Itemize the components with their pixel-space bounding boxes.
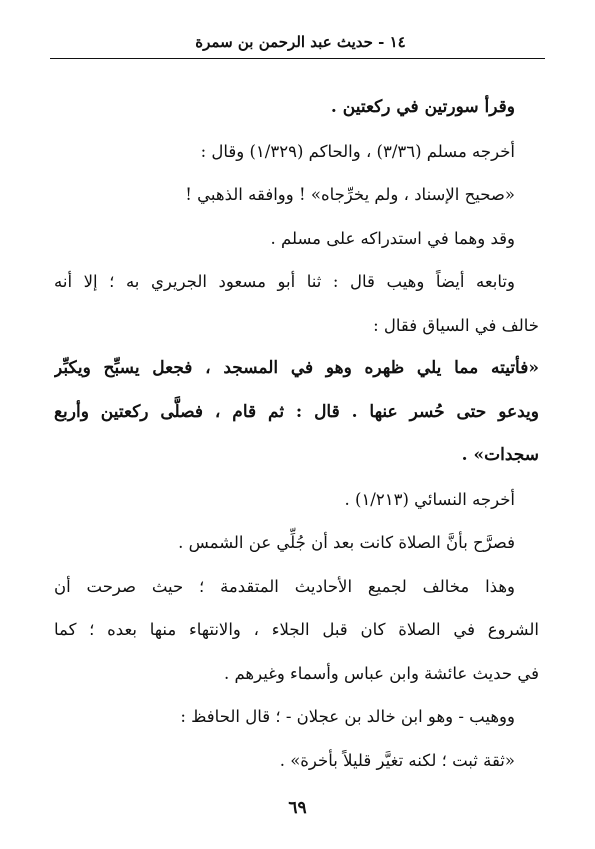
hadith-quote-line: «فأتيته مما يلي ظهره وهو في المسجد ، فجعل يسبِّح ويكبِّر (54, 358, 539, 378)
text-line: وتابعه أيضاً وهيب قال : ثنا أبو مسعود الجريري به ؛ إلا أنه (54, 272, 515, 291)
text-line: أخرجه مسلم (٣/٣٦) ، والحاكم (١/٣٢٩) وقال : (200, 141, 515, 161)
text-line: وقد وهما في استدراكه على مسلم . (270, 228, 515, 248)
text-line: الشروع في الصلاة كان قبل الجلاء ، والانتهاء منها بعده ؛ كما (54, 620, 539, 639)
text-line: فصرَّح بأنَّ الصلاة كانت بعد أن جُلِّي عن الشمس . (178, 533, 515, 552)
text-line: في حديث عائشة وابن عباس وأسماء وغيرهم . (223, 663, 539, 683)
text-line: ووهيب - وهو ابن خالد بن عجلان - ؛ قال الحافظ : (180, 707, 515, 726)
running-header-title: ١٤ - حديث عبد الرحمن بن سمرة (195, 33, 406, 51)
text-line: «ثقة ثبت ؛ لكنه تغيَّر قليلاً بأخرة» . (279, 750, 515, 770)
text-line: «صحيح الإسناد ، ولم يخرِّجاه» ! ووافقه الذهبي ! (185, 185, 515, 204)
hadith-quote-line: سجدات» . (461, 445, 539, 465)
body-text (54, 86, 539, 782)
text-line: أخرجه النسائي (١/٢١٣) . (344, 489, 515, 509)
text-line: وقرأ سورتين في ركعتين . (330, 97, 515, 117)
text-line: خالف في السياق فقال : (373, 315, 539, 335)
hadith-quote-line: ويدعو حتى حُسر عنها . قال : ثم قام ، فصلَّى ركعتين وأربع (54, 401, 539, 422)
page-number: ٦٩ (288, 798, 307, 818)
header-divider (50, 58, 545, 59)
text-line: وهذا مخالف لجميع الأحاديث المتقدمة ؛ حيث صرحت أن (54, 576, 515, 596)
